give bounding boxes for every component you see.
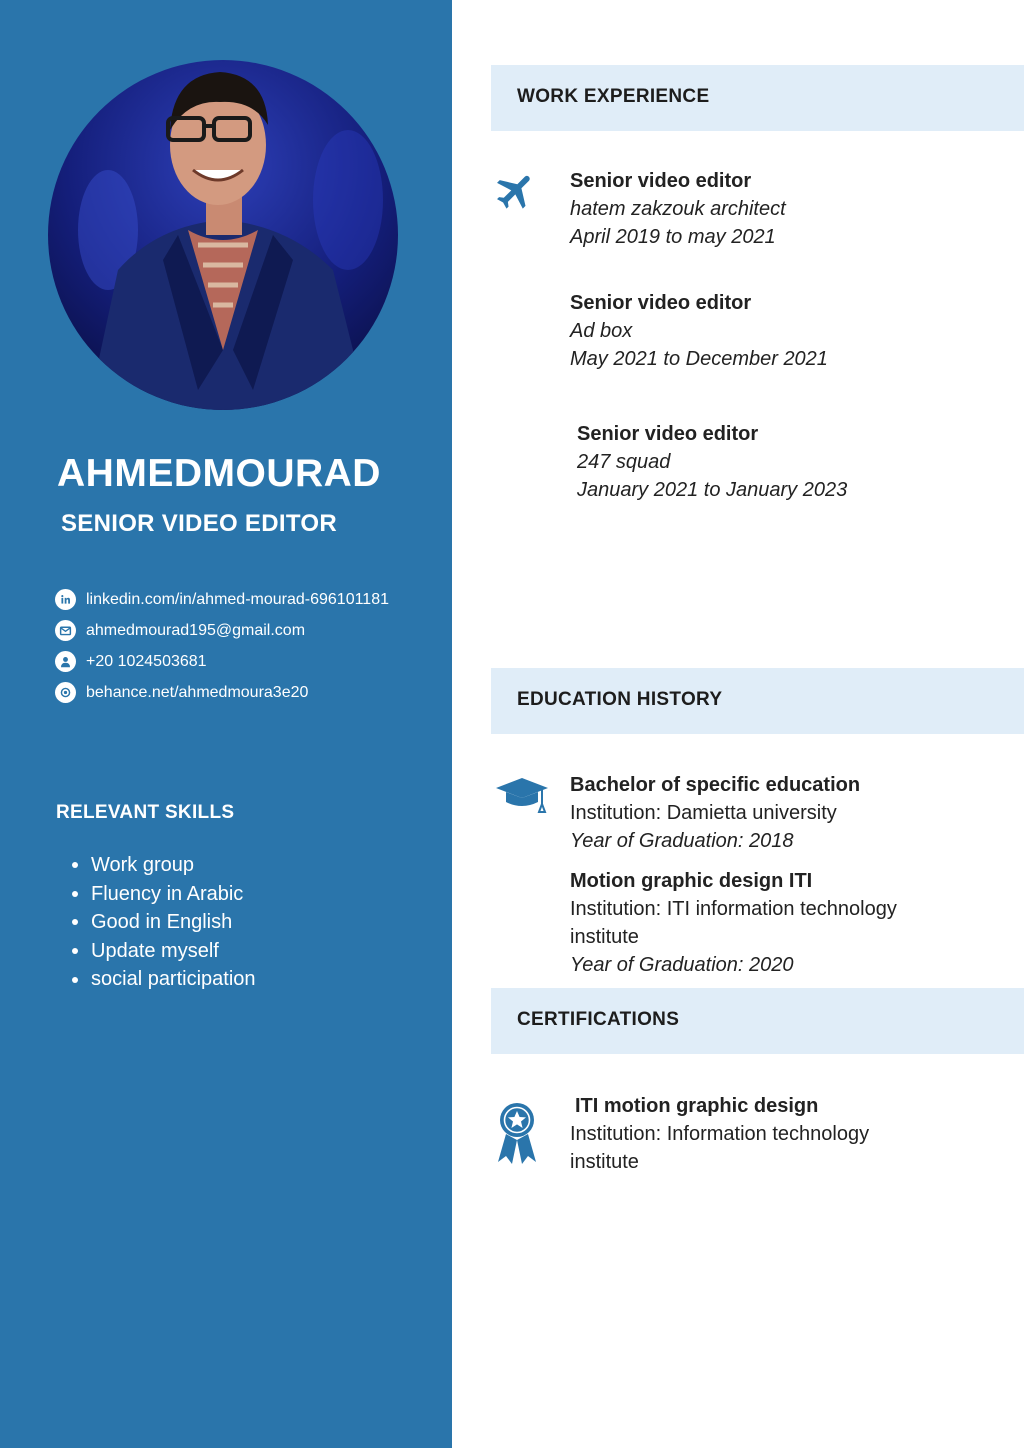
contact-linkedin-text[interactable]: linkedin.com/in/ahmed-mourad-696101181: [86, 590, 389, 608]
skill-item: [72, 937, 256, 966]
sidebar: [0, 0, 452, 1448]
education-item-institution-cont: institute: [570, 926, 639, 948]
contact-email-text[interactable]: ahmedmourad195@gmail.com: [86, 621, 306, 639]
profile-name: AHMEDMOURAD: [57, 452, 381, 495]
certification-item-institution-cont: institute: [570, 1151, 639, 1173]
certification-item-1: [570, 1092, 869, 1176]
bullet-icon: [72, 891, 78, 897]
email-icon: [55, 620, 76, 641]
work-item-company: hatem zakzouk architect: [570, 198, 786, 220]
skills-heading: RELEVANT SKILLS: [56, 802, 235, 823]
skills-list: [72, 851, 256, 994]
bullet-icon: [72, 862, 78, 868]
award-ribbon-icon: [494, 1100, 540, 1166]
work-item-period: May 2021 to December 2021: [570, 348, 828, 370]
profile-title: SENIOR VIDEO EDITOR: [61, 510, 337, 537]
linkedin-icon: [55, 589, 76, 610]
phone-icon: [55, 651, 76, 672]
skill-item: [72, 908, 256, 937]
contact-behance-text[interactable]: behance.net/ahmedmoura3e20: [86, 683, 309, 701]
education-item-year: Year of Graduation: 2018: [570, 830, 794, 852]
education-item-year: Year of Graduation: 2020: [570, 954, 794, 976]
work-item-title: Senior video editor: [570, 292, 752, 314]
skill-label: social participation: [91, 968, 256, 991]
contact-list: [55, 584, 389, 708]
work-item-period: January 2021 to January 2023: [577, 479, 848, 501]
certifications-heading: CERTIFICATIONS: [517, 1009, 680, 1030]
education-item-1: [570, 771, 860, 855]
work-item-1: [570, 167, 786, 251]
work-item-2: [570, 289, 828, 373]
airplane-icon: [493, 168, 539, 214]
skill-item: [72, 851, 256, 880]
education-item-institution: Institution: ITI information technology: [570, 898, 897, 920]
graduation-cap-icon: [494, 776, 550, 816]
certification-item-title: ITI motion graphic design: [575, 1095, 819, 1117]
education-item-title: Bachelor of specific education: [570, 774, 861, 796]
contact-phone[interactable]: [55, 646, 389, 677]
education-heading: EDUCATION HISTORY: [517, 689, 723, 710]
profile-photo: [48, 60, 398, 410]
skill-label: Work group: [91, 854, 195, 876]
skill-item: [72, 965, 256, 994]
skill-label: Good in English: [91, 911, 233, 934]
education-item-title: Motion graphic design ITI: [570, 870, 813, 892]
bullet-icon: [72, 919, 78, 925]
contact-behance[interactable]: [55, 677, 389, 708]
certifications-heading-band: [491, 988, 1024, 1054]
bullet-icon: [72, 977, 78, 983]
skill-label: Fluency in Arabic: [91, 882, 244, 905]
contact-email[interactable]: [55, 615, 389, 646]
education-item-2: [570, 867, 897, 979]
education-heading-band: [491, 668, 1024, 734]
work-item-period: April 2019 to may 2021: [570, 226, 776, 248]
work-item-title: Senior video editor: [570, 170, 752, 192]
certification-item-institution: Institution: Information technology: [570, 1123, 870, 1145]
contact-phone-text[interactable]: +20 1024503681: [86, 652, 207, 670]
education-item-institution: Institution: Damietta university: [570, 802, 837, 824]
bullet-icon: [72, 948, 78, 954]
work-heading-band: [491, 65, 1024, 131]
skill-item: [72, 880, 256, 909]
behance-icon: [55, 682, 76, 703]
work-heading: WORK EXPERIENCE: [517, 86, 710, 107]
skill-label: Update myself: [91, 939, 219, 962]
work-item-title: Senior video editor: [577, 423, 759, 445]
work-item-3: [577, 420, 847, 504]
contact-linkedin[interactable]: [55, 584, 389, 615]
work-item-company: Ad box: [570, 320, 633, 342]
work-item-company: 247 squad: [577, 451, 671, 473]
